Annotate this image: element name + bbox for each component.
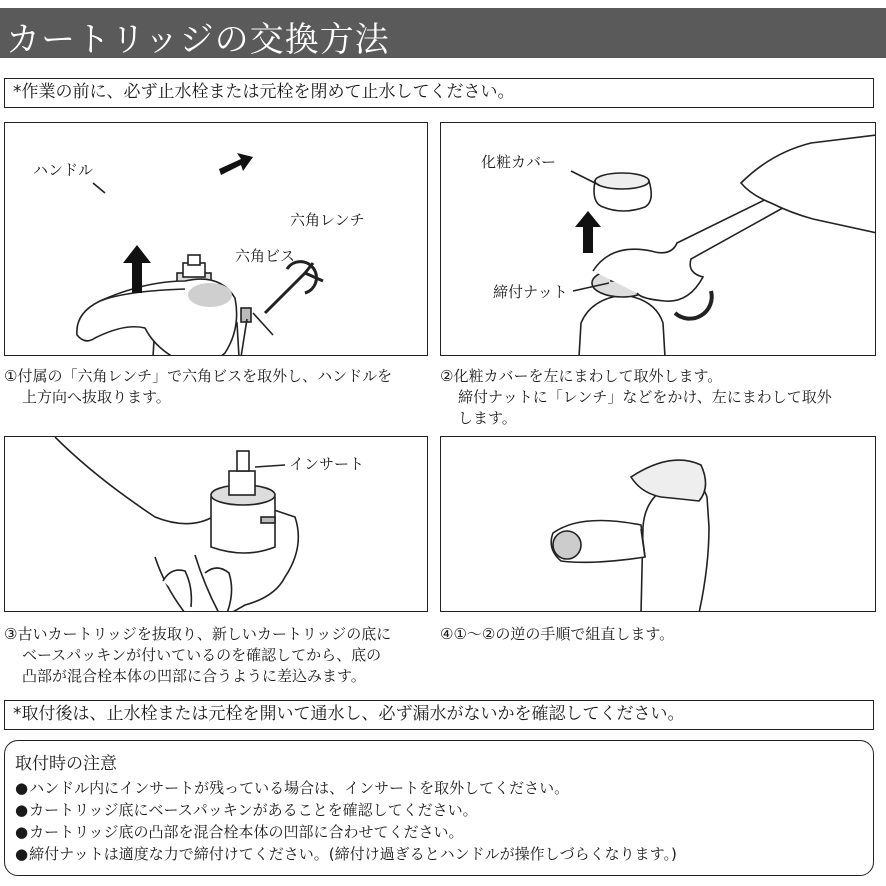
- caption-step-1: [4, 366, 392, 408]
- title-bar: [0, 8, 886, 58]
- step-3-number: ③: [4, 625, 18, 643]
- page-title: カートリッジの交換方法: [6, 20, 390, 60]
- arrow-up: [575, 211, 601, 253]
- panel-step-4: [440, 436, 876, 612]
- label-hex-bolt: 六角ビス: [235, 247, 296, 265]
- panel-step-3: [4, 436, 428, 612]
- step-2-line3: します。: [458, 409, 517, 427]
- step-3-line1: 古いカートリッジを抜取り、新しいカートリッジの底に: [17, 625, 392, 643]
- illustration-cartridge-insert: [5, 437, 428, 612]
- caution-list: [15, 777, 863, 865]
- step-2-line1: 化粧カバーを左にまわして取外します。: [453, 367, 723, 385]
- step-1-line2: 上方向へ抜取ります。: [22, 388, 171, 406]
- step-2-number: ②: [440, 367, 454, 385]
- step-1-line1: 付属の「六角レンチ」で六角ビスを取外し、ハンドルを: [17, 367, 393, 385]
- handle: [631, 460, 706, 501]
- label-tightening-nut: 締付ナット: [493, 283, 568, 301]
- step-3-line3: 凸部が混合栓本体の凹部に合うように差込みます。: [22, 667, 366, 685]
- panel-step-2: [440, 122, 876, 356]
- caution-title: 取付時の注意: [15, 754, 117, 774]
- step-1-number: ①: [4, 367, 18, 385]
- caution-item: ● カートリッジ底の凸部を混合栓本体の凹部に合わせてください。: [15, 821, 863, 843]
- notice-bottom: *取付後は、止水栓または元栓を開いて通水し、必ず漏水がないかを確認してください。: [4, 700, 874, 730]
- label-cosmetic-cover: 化粧カバー: [481, 153, 557, 171]
- caption-step-2: [440, 366, 832, 429]
- notice-top: *作業の前に、必ず止水栓または元栓を閉めて止水してください。: [4, 78, 874, 108]
- caution-box: [4, 740, 874, 876]
- step-3-line2: ベースパッキンが付いているのを確認してから、底の: [22, 646, 382, 664]
- step-4-line1: ①～②の逆の手順で組直します。: [453, 625, 675, 643]
- label-handle: ハンドル: [33, 161, 94, 179]
- faucet-body: [579, 295, 665, 356]
- arrow-right: [219, 153, 253, 175]
- hex-bolt: [241, 308, 251, 322]
- caution-item: ● ハンドル内にインサートが残っている場合は、インサートを取外してください。: [15, 777, 863, 799]
- caption-step-4: [440, 624, 674, 645]
- caution-item: ● カートリッジ底にベースパッキンがあることを確認してください。: [15, 799, 863, 821]
- label-insert: インサート: [289, 455, 365, 473]
- panel-step-1: [4, 122, 428, 356]
- illustration-handle-removal: [5, 123, 428, 356]
- caption-step-3: [4, 624, 391, 687]
- caution-item: ● 締付ナットは適度な力で締付けてください。(締付け過ぎるとハンドルが操作しづらくなります。): [15, 843, 863, 865]
- step-4-number: ④: [440, 625, 454, 643]
- illustration-assembled-faucet: [441, 437, 876, 612]
- step-2-line2: 締付ナットに「レンチ」などをかけ、左にまわして取外: [458, 388, 832, 406]
- label-hex-wrench: 六角レンチ: [290, 211, 365, 229]
